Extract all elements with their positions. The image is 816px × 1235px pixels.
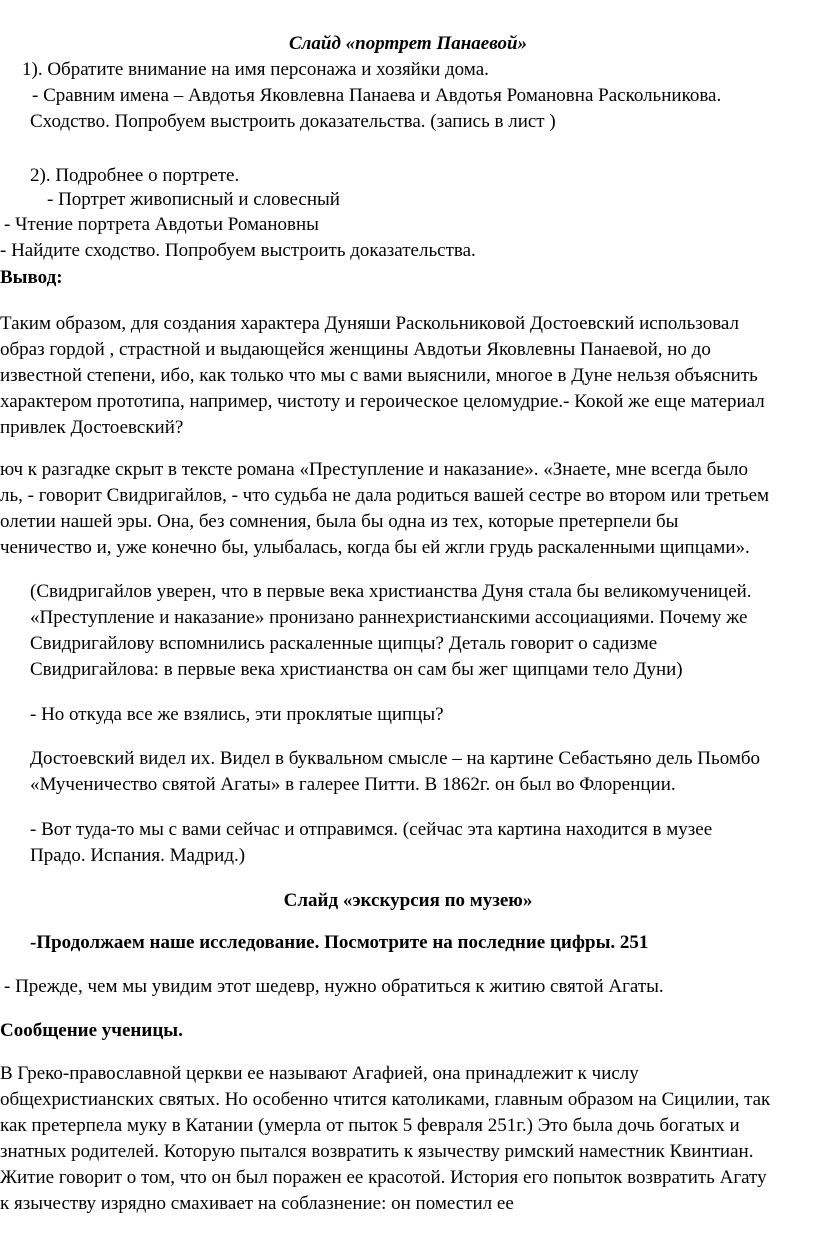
quote-line: ль, - говорит Свидригайлов, - что судьба не дала родиться вашей сестре во втором или третьем (0, 485, 770, 506)
conclusion-line: привлек Достоевский? (0, 417, 184, 438)
comment-line: Свидригайлова: в первые века христианства он сам бы жег щипцами тело Дуни) (30, 659, 683, 680)
message-line: как претерпела муку в Катании (умерла от пыток 5 февраля 251г.) Это была дочь богатых и (0, 1115, 740, 1136)
intro-line-6: - Чтение портрета Авдотьи Романовны (4, 214, 319, 235)
message-line: знатных родителей. Которую пытался возвратить к язычеству римский наместник Квинтиан. (0, 1141, 754, 1162)
before-line: - Прежде, чем мы увидим этот шедевр, нужно обратиться к житию святой Агаты. (4, 976, 664, 997)
comment-line: (Свидригайлов уверен, что в первые века христианства Дуня стала бы великомученицей. (30, 581, 752, 602)
quote-line: юч к разгадке скрыт в тексте романа «Преступление и наказание». «Знаете, мне всегда было (0, 459, 749, 480)
intro-line-1: 1). Обратите внимание на имя персонажа и хозяйки дома. (22, 59, 489, 80)
answer-line: Достоевский видел их. Видел в буквальном смысле – на картине Себастьяно дель Пьомбо (30, 748, 761, 769)
conclusion-line: Таким образом, для создания характера Дуняши Раскольниковой Достоевский использовал (0, 313, 739, 334)
message-heading: Сообщение ученицы. (0, 1020, 183, 1041)
travel-line: - Вот туда-то мы с вами сейчас и отправимся. (сейчас эта картина находится в музее (30, 819, 713, 840)
conclusion-line: известной степени, ибо, как только что мы с вами выяснили, многое в Дуне нельзя объяснить (0, 365, 758, 386)
message-line: В Греко-православной церкви ее называют Агафией, она принадлежит к числу (0, 1063, 639, 1084)
quote-line: ченичество и, уже конечно бы, улыбалась, когда бы ей жгли грудь раскаленными щипцами». (0, 537, 750, 558)
comment-line: Свидригайлову вспомнились раскаленные щипцы? Деталь говорит о садизме (30, 633, 658, 654)
answer-line: «Мученичество святой Агаты» в галерее Питти. В 1862г. он был во Флоренции. (30, 774, 676, 795)
quote-line: олетии нашей эры. Она, без сомнения, была бы одна из тех, которые претерпели бы (0, 511, 679, 532)
intro-line-4: 2). Подробнее о портрете. (30, 165, 240, 186)
message-line: Житие говорит о том, что он был поражен ее красотой. История его попыток возвратить Агату (0, 1167, 767, 1188)
intro-line-7: - Найдите сходство. Попробуем выстроить доказательства. (0, 240, 476, 261)
conclusion-line: образ гордой , страстной и выдающейся женщины Авдотьи Яковлевны Панаевой, но до (0, 339, 711, 360)
intro-line-5: - Портрет живописный и словесный (47, 189, 340, 210)
conclusion-heading: Вывод: (0, 267, 63, 288)
message-line: к язычеству изрядно смахивает на соблазнение: он поместил ее (0, 1193, 514, 1214)
intro-line-3: Сходство. Попробуем выстроить доказательства. (запись в лист ) (30, 111, 556, 132)
question-line: - Но откуда все же взялись, эти проклятые щипцы? (30, 704, 444, 725)
message-line: общехристианских святых. Но особенно чтится католиками, главным образом на Сицилии, так (0, 1089, 771, 1110)
comment-line: «Преступление и наказание» пронизано раннехристианскими ассоциациями. Почему же (30, 607, 748, 628)
research-line: -Продолжаем наше исследование. Посмотрите на последние цифры. 251 (30, 932, 649, 953)
intro-line-2: - Сравним имена – Авдотья Яковлевна Панаева и Авдотья Романовна Раскольникова. (32, 85, 722, 106)
slide-2-title: Слайд «экскурсия по музею» (283, 890, 533, 911)
conclusion-line: характером прототипа, например, чистоту и героическое целомудрие.- Кокой же еще материал (0, 391, 765, 412)
travel-line: Прадо. Испания. Мадрид.) (30, 845, 246, 866)
page-title: Слайд «портрет Панаевой» (288, 33, 528, 54)
